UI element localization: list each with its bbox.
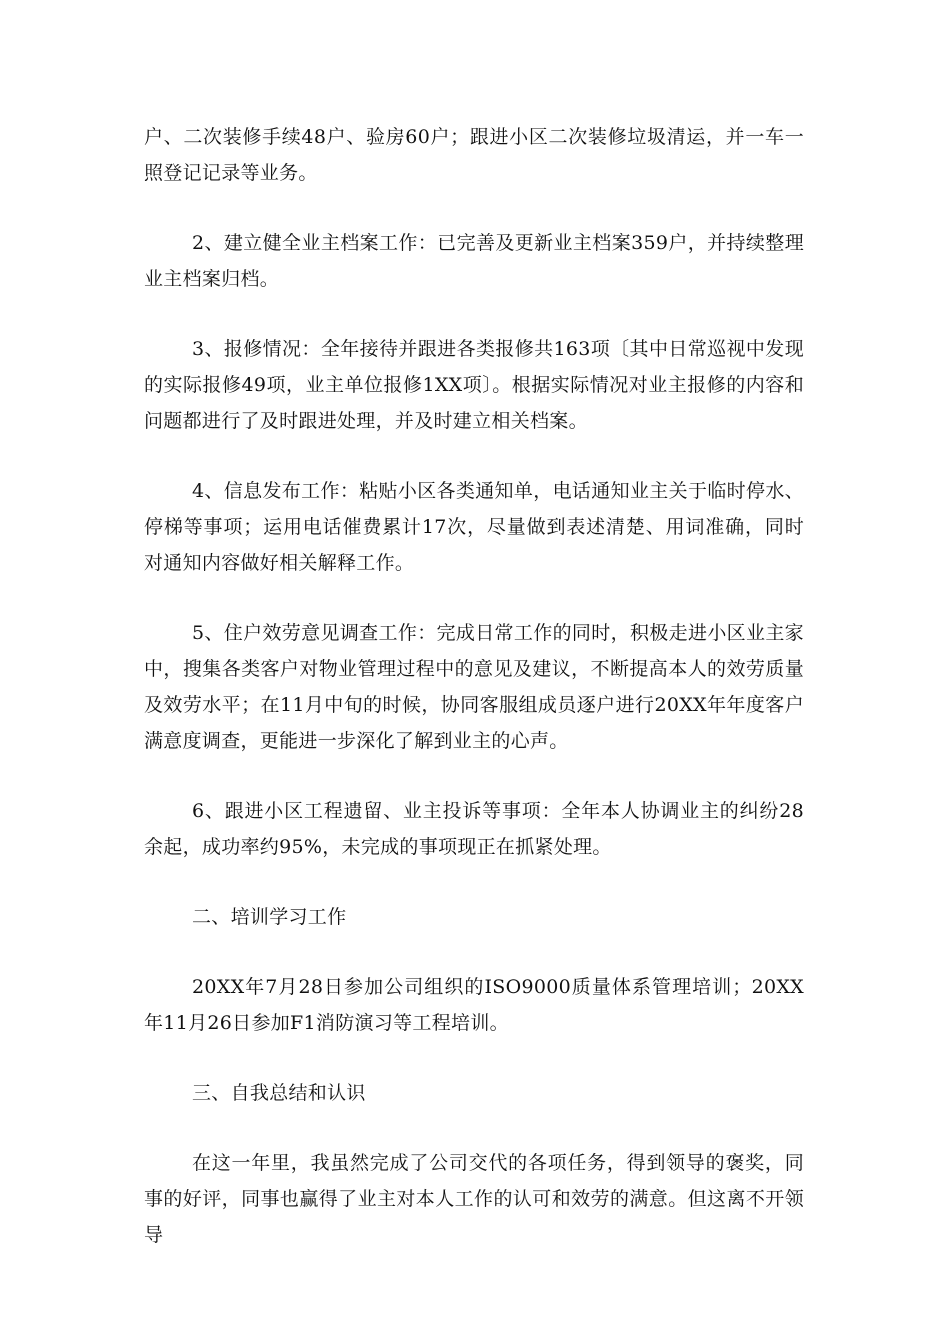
paragraph-repairs: 3、报修情况：全年接待并跟进各类报修共163项〔其中日常巡视中发现的实际报修49项，业主单位报修1XX项〕。根据实际情况对业主报修的内容和问题都进行了及时跟进处理，并及时建立相关档案。 <box>144 338 804 432</box>
section-heading-self-summary: 三、自我总结和认识 <box>192 1082 366 1104</box>
paragraph-survey: 5、住户效劳意见调查工作：完成日常工作的同时，积极走进小区业主家中，搜集各类客户对物业管理过程中的意见及建议，不断提高本人的效劳质量及效劳水平；在11月中旬的时候，协同客服组成员逐户进行20XX年年度客户满意度调查，更能进一步深化了解到业主的心声。 <box>144 622 804 752</box>
paragraph-continuation: 户、二次装修手续48户、验房60户；跟进小区二次装修垃圾清运，并一车一照登记记录等业务。 <box>144 126 804 184</box>
paragraph-owner-archives: 2、建立健全业主档案工作：已完善及更新业主档案359户，并持续整理业主档案归档。 <box>144 232 804 290</box>
paragraph-complaints: 6、跟进小区工程遗留、业主投诉等事项：全年本人协调业主的纠纷28余起，成功率约95%，未完成的事项现正在抓紧处理。 <box>144 800 804 858</box>
paragraph-self-summary: 在这一年里，我虽然完成了公司交代的各项任务，得到领导的褒奖，同事的好评，同事也赢得了业主对本人工作的认可和效劳的满意。但这离不开领导 <box>144 1152 804 1246</box>
paragraph-info-release: 4、信息发布工作：粘贴小区各类通知单，电话通知业主关于临时停水、停梯等事项；运用电话催费累计17次，尽量做到表述清楚、用词准确，同时对通知内容做好相关解释工作。 <box>144 480 804 574</box>
document-body <box>144 119 804 1287</box>
section-heading-training: 二、培训学习工作 <box>192 906 347 928</box>
paragraph-training: 20XX年7月28日参加公司组织的ISO9000质量体系管理培训；20XX年11月26日参加F1消防演习等工程培训。 <box>144 976 804 1034</box>
